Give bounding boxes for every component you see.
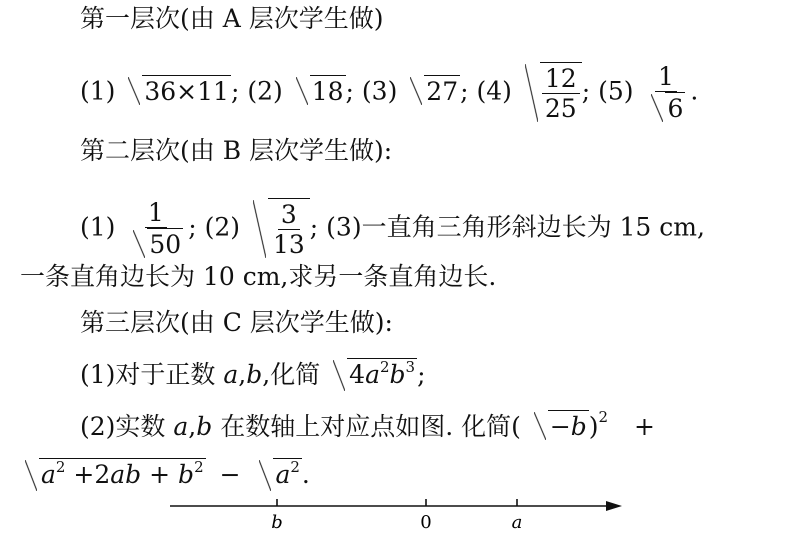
level2-title: 第二层次(由 B 层次学生做): — [80, 136, 393, 165]
level3-title: 第三层次(由 C 层次学生做): — [80, 308, 393, 337]
level3-p1: (1)对于正数 a,b,化简 $4a^2b^3$; — [80, 358, 426, 393]
level3-p2: (2)实数 a,b 在数轴上对应点如图. 化简( −b)$^2$ + — [80, 408, 655, 441]
sqrt-12-25: $\frac{12}{25}$ — [524, 62, 582, 124]
p4-label: (4) — [476, 76, 512, 106]
number-line — [160, 490, 630, 540]
level2-p3-continued: 一条直角边长为 10 cm,求另一条直角边长. — [20, 262, 497, 291]
l2-p2-label: (2) — [204, 212, 240, 242]
sqrt-a2: $a^2$ — [258, 458, 301, 493]
l2-p3-text: (3)一直角三角形斜边长为 15 cm, — [326, 212, 705, 242]
level1-problems: (1) 36×11; (2) 18; (3) 27; (4) $\frac{12}{25}$ ; (5) $\frac{1}{6}$ . — [80, 61, 699, 123]
level2-problems: (1) $\frac{1}{50}$ ; (2) $\frac{3}{13}$ ; (3)一直角三角形斜边长为 15 cm, — [80, 197, 705, 259]
sqrt-36x11: 36×11 — [127, 75, 231, 107]
one-over-sqrt50: $\frac{1}{50}$ — [125, 199, 186, 260]
sqrt-18: 18 — [295, 75, 346, 107]
level1-title: 第一层次(由 A 层次学生做) — [80, 4, 384, 33]
p3-label: (3) — [361, 76, 398, 106]
sqrt-neg-b: −b — [533, 410, 589, 442]
label-a: a — [511, 512, 523, 533]
label-b: b — [271, 512, 283, 533]
sqrt-4a2b3: $4a^2b^3$ — [332, 358, 417, 393]
l2-p1-label: (1) — [80, 212, 116, 242]
label-0: 0 — [420, 512, 432, 533]
sqrt-a2-2ab-b2: $a^2 +2ab + b^2$ — [24, 458, 206, 493]
p5-label: (5) — [598, 76, 634, 106]
sqrt-3-13: $\frac{3}{13}$ — [252, 198, 310, 260]
sqrt-27: 27 — [409, 75, 460, 107]
p2-label: (2) — [247, 76, 283, 106]
p1-label: (1) — [80, 76, 116, 106]
number-line-arrow-icon — [606, 501, 622, 511]
one-over-sqrt6: $\frac{1}{6}$ — [643, 63, 688, 124]
level3-p2-expression: $a^2 +2ab + b^2 - a^2$. — [20, 458, 310, 493]
